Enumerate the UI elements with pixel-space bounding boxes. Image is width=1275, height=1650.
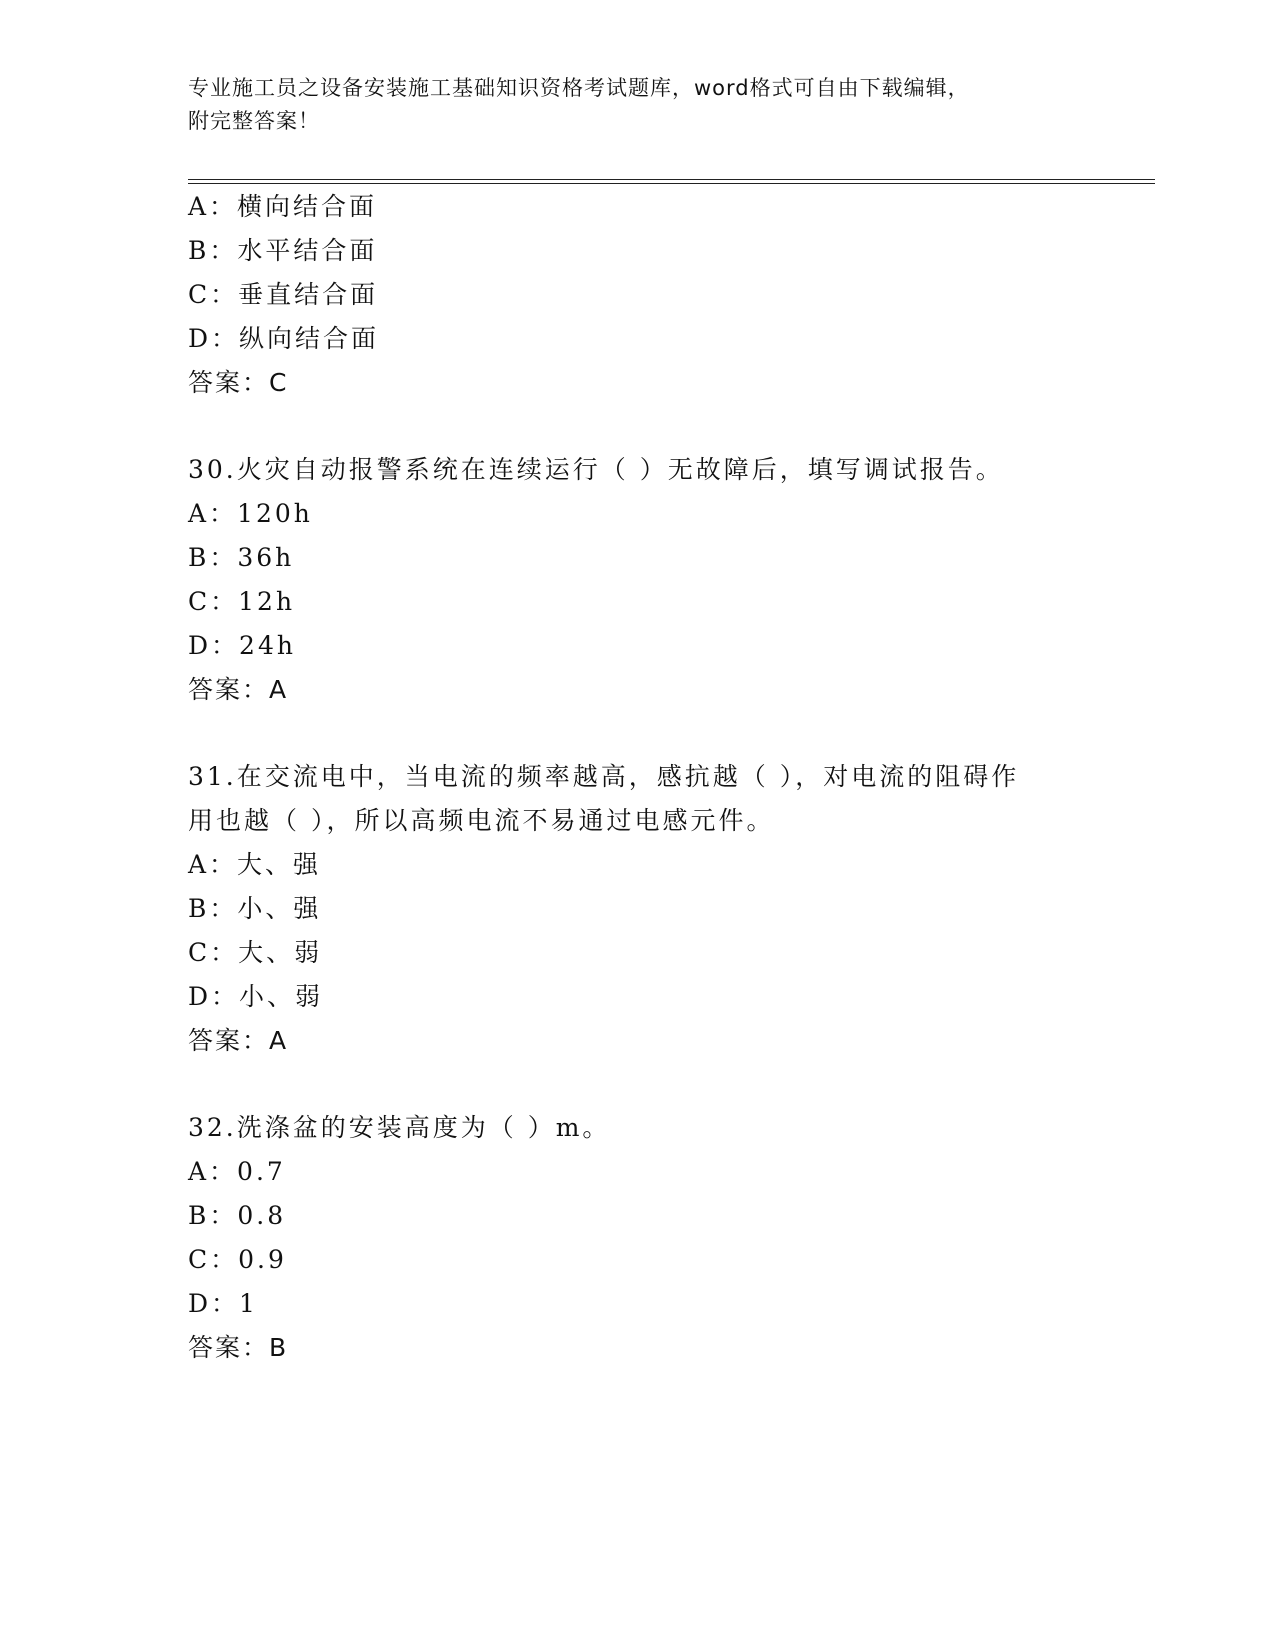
q31-option-c: C：大、弱	[188, 938, 323, 967]
q30-stem: 30.火灾自动报警系统在连续运行（ ）无故障后，填写调试报告。	[188, 455, 1004, 484]
q32-answer: 答案：B	[188, 1333, 289, 1362]
q31-option-b: B：小、强	[188, 894, 322, 923]
q29-option-c: C：垂直结合面	[188, 280, 379, 309]
q30-option-a: A：120h	[188, 499, 313, 528]
q29-option-d: D：纵向结合面	[188, 324, 380, 353]
q30-option-b: B：36h	[188, 543, 295, 572]
q31-option-a: A：大、强	[188, 850, 322, 879]
header-line-2: 附完整答案！	[188, 109, 320, 133]
q29-answer: 答案：C	[188, 368, 289, 397]
q32-option-c: C：0.9	[188, 1245, 287, 1274]
q31-stem-line-2: 用也越（ ），所以高频电流不易通过电感元件。	[188, 806, 775, 835]
header-divider-bottom	[188, 183, 1155, 184]
q30-option-c: C：12h	[188, 587, 296, 616]
q30-option-d: D：24h	[188, 631, 296, 660]
q32-option-b: B：0.8	[188, 1201, 287, 1230]
q29-option-a: A：横向结合面	[188, 192, 378, 221]
q31-option-d: D：小、弱	[188, 982, 324, 1011]
q31-answer: 答案：A	[188, 1026, 289, 1055]
header-line-1: 专业施工员之设备安装施工基础知识资格考试题库，word格式可自由下载编辑，	[188, 76, 970, 100]
q31-stem-line-1: 31.在交流电中，当电流的频率越高，感抗越（ ），对电流的阻碍作	[188, 762, 1020, 791]
q32-stem: 32.洗涤盆的安装高度为（ ）m。	[188, 1113, 611, 1142]
document-header	[188, 72, 1068, 138]
q29-option-b: B：水平结合面	[188, 236, 378, 265]
header-divider-top	[188, 179, 1155, 180]
q32-option-d: D：1	[188, 1289, 258, 1318]
q30-answer: 答案：A	[188, 675, 289, 704]
q32-option-a: A：0.7	[188, 1157, 286, 1186]
